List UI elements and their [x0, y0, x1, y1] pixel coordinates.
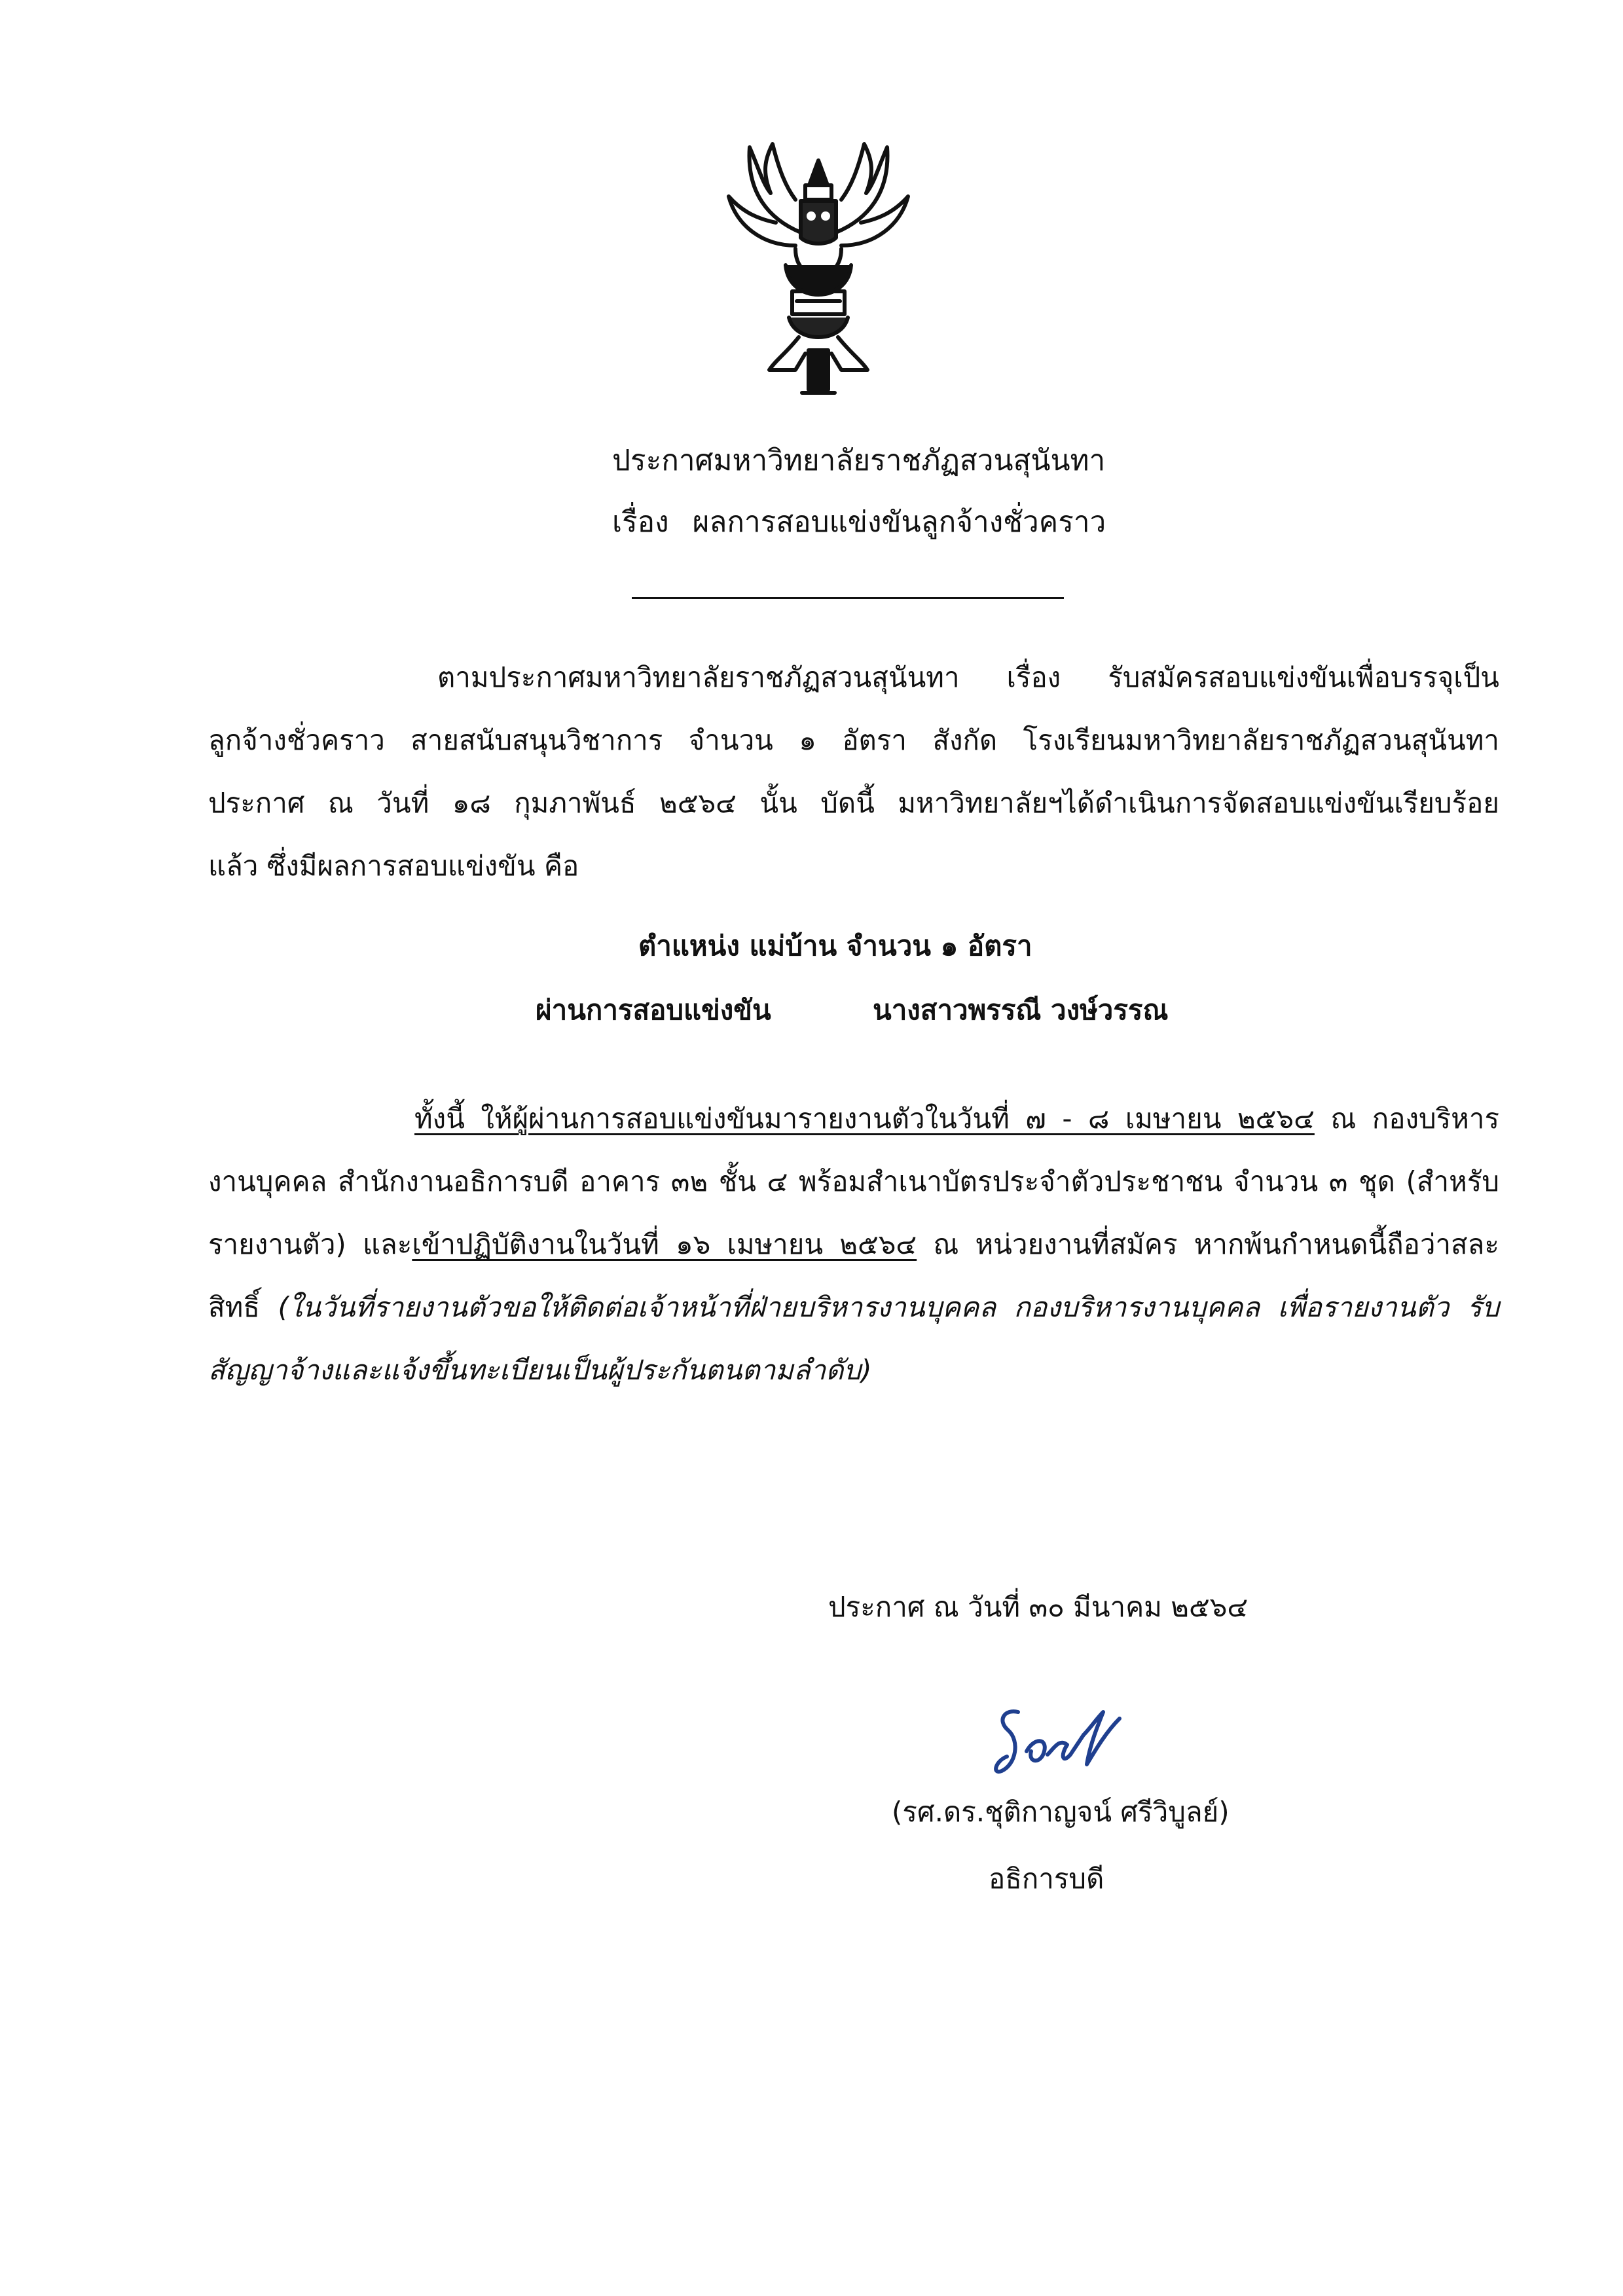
instruction-line: งานบุคคล สำนักงานอธิการบดี อาคาร ๓๒ ชั้น ๔ พร้อมสำเนาบัตรประจำตัวประชาชน จำนวน ๓ ชุด (สำหรับ	[208, 1165, 1499, 1197]
instruction-line	[208, 1213, 1499, 1276]
instructions-paragraph	[208, 1087, 1499, 1402]
subject-label: เรื่อง	[612, 505, 669, 539]
instruction-text: ณ กองบริหาร	[1314, 1102, 1500, 1135]
title-divider	[632, 597, 1064, 599]
contact-note: สัญญาจ้างและแจ้งขึ้นทะเบียนเป็นผู้ประกันตนตามลำดับ)	[208, 1354, 872, 1386]
instruction-line	[208, 1087, 1499, 1150]
announcement-subject	[612, 499, 1106, 545]
announcement-date: ประกาศ ณ วันที่ ๓๐ มีนาคม ๒๕๖๔	[828, 1591, 1249, 1623]
passed-label: ผ่านการสอบแข่งขัน	[536, 994, 771, 1026]
announcement-title: ประกาศมหาวิทยาลัยราชภัฏสวนสุนันทา	[612, 444, 1106, 477]
signer-name: (รศ.ดร.ชุติกาญจน์ ศรีวิบูลย์)	[892, 1796, 1230, 1828]
instruction-text: ณ หน่วยงานที่สมัคร หากพ้นกำหนดนี้ถือว่าสละ	[917, 1228, 1499, 1260]
contact-note: (ในวันที่รายงานตัวขอให้ติดต่อเจ้าหน้าที่ฝ่ายบริหารงานบุคคล กองบริหารงานบุคคล เพื่อรายงานตัว รับ	[278, 1291, 1499, 1323]
intro-line: แล้ว ซึ่งมีผลการสอบแข่งขัน คือ	[208, 850, 579, 882]
subject-text: ผลการสอบแข่งขันลูกจ้างชั่วคราว	[692, 505, 1106, 539]
passed-candidate-name: นางสาวพรรณี วงษ์วรรณ	[873, 994, 1169, 1026]
intro-line: ประกาศ ณ วันที่ ๑๘ กุมภาพันธ์ ๒๕๖๔ นั้น บัดนี้ มหาวิทยาลัยฯได้ดำเนินการจัดสอบแข่งขันเรียบร้อย	[208, 787, 1499, 819]
garuda-emblem-icon	[723, 134, 913, 403]
intro-line: ลูกจ้างชั่วคราว สายสนับสนุนวิชาการ จำนวน ๑ อัตรา สังกัด โรงเรียนมหาวิทยาลัยราชภัฏสวนสุนันทา	[208, 724, 1499, 756]
instruction-line	[208, 1276, 1499, 1339]
intro-line: ตามประกาศมหาวิทยาลัยราชภัฏสวนสุนันทา เรื่อง รับสมัครสอบแข่งขันเพื่อบรรจุเป็น	[437, 661, 1499, 693]
intro-paragraph	[208, 646, 1499, 898]
position-heading: ตำแหน่ง แม่บ้าน จำนวน ๑ อัตรา	[638, 930, 1032, 962]
signer-title: อธิการบดี	[989, 1863, 1104, 1895]
signature-image	[956, 1673, 1165, 1804]
start-work-date-text: เข้าปฏิบัติงานในวันที่ ๑๖ เมษายน ๒๕๖๔	[412, 1228, 917, 1260]
instruction-text: รายงานตัว) และ	[208, 1228, 412, 1260]
instruction-text: สิทธิ์	[208, 1291, 278, 1323]
report-date-text: ทั้งนี้ ให้ผู้ผ่านการสอบแข่งขันมารายงานตัวในวันที่ ๗ - ๘ เมษายน ๒๕๖๔	[414, 1102, 1315, 1135]
